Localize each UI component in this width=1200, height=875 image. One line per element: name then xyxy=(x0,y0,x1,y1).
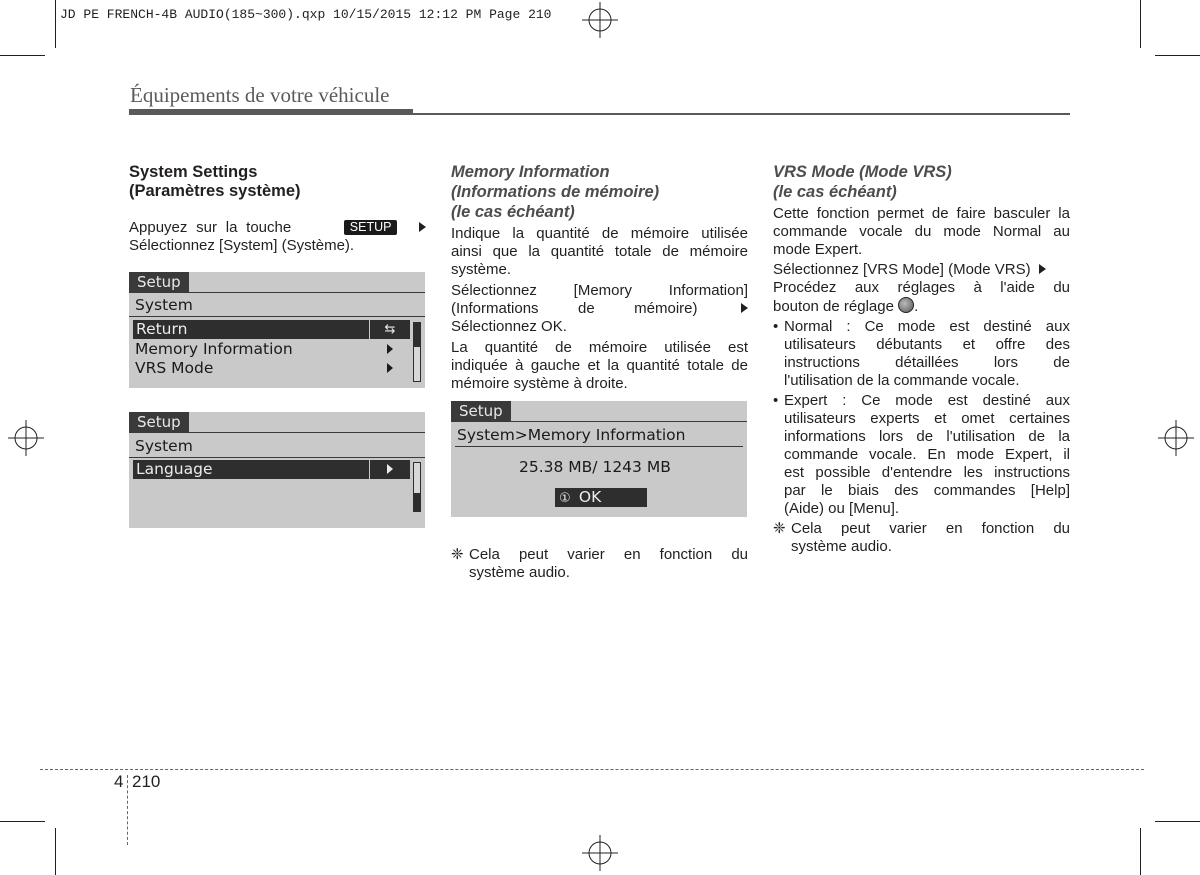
setup-screen-language xyxy=(129,412,425,528)
divider xyxy=(451,421,747,422)
note-line: Cela peut varier en fonction du xyxy=(469,546,748,563)
screen-title: Setup xyxy=(451,401,511,421)
divider xyxy=(129,432,425,433)
menu-item-vrs-mode[interactable]: VRS Mode xyxy=(135,359,214,377)
registration-mark-icon xyxy=(1158,420,1194,456)
divider xyxy=(129,292,425,293)
section-heading: Memory Information xyxy=(451,163,610,181)
screen-path: System xyxy=(135,296,193,314)
chevron-right-icon xyxy=(387,363,393,373)
bullet: • xyxy=(773,392,779,409)
screen-title: Setup xyxy=(129,272,189,292)
crop-mark xyxy=(55,0,56,48)
screen-title: Setup xyxy=(129,412,189,432)
memory-information-screen xyxy=(451,401,747,517)
bullet-line: (Aide) ou [Menu]. xyxy=(784,500,900,517)
crop-mark xyxy=(0,821,45,822)
body-line: système. xyxy=(451,261,512,278)
header-rule xyxy=(129,109,413,115)
bullet: • xyxy=(773,318,779,335)
scrollbar[interactable] xyxy=(413,322,421,382)
body-line: mémoire système à droite. xyxy=(451,375,628,392)
instruction-line: Sélectionnez [System] (Système). xyxy=(129,237,355,254)
memory-value: 25.38 MB/ 1243 MB xyxy=(519,458,671,476)
body-line: ainsi que la quantité totale de mémoire xyxy=(451,243,748,260)
footer-divider xyxy=(127,775,128,845)
header-rule-thin xyxy=(413,113,1070,115)
crop-mark xyxy=(1155,821,1200,822)
chevron-right-icon xyxy=(387,344,393,354)
body-line: Cette fonction permet de faire basculer la xyxy=(773,205,1070,222)
body-line: commande vocale du mode Normal au xyxy=(773,223,1070,240)
print-slug: JD PE FRENCH-4B AUDIO(185~300).qxp 10/15/2015 12:12 PM Page 210 xyxy=(60,7,552,22)
note-line: système audio. xyxy=(469,564,570,581)
body-line: Indique la quantité de mémoire utilisée xyxy=(451,225,748,242)
arrow-right-icon xyxy=(419,222,426,232)
column-system-settings xyxy=(129,163,426,255)
bullet-line: instructions détaillées lors de xyxy=(784,354,1070,371)
section-heading-note: (le cas échéant) xyxy=(773,183,897,201)
bullet-line: Normal : Ce mode est destiné aux xyxy=(784,318,1070,335)
body-line: Sélectionnez [VRS Mode] (Mode VRS) xyxy=(773,261,1070,279)
divider xyxy=(129,316,425,317)
body-line: mode Expert. xyxy=(773,241,863,258)
crop-mark xyxy=(1155,55,1200,56)
body-line: Sélectionnez [Memory Information] xyxy=(451,282,748,299)
section-heading-note: (le cas échéant) xyxy=(451,203,575,221)
column-memory-information xyxy=(451,162,748,393)
registration-mark-icon xyxy=(582,835,618,871)
section-heading: VRS Mode (Mode VRS) xyxy=(773,163,952,181)
screen-path: System>Memory Information xyxy=(457,426,686,444)
ok-label: OK xyxy=(578,488,602,506)
section-heading-fr: (Informations de mémoire) xyxy=(451,183,660,201)
ok-button[interactable] xyxy=(555,488,647,507)
body-line: La quantité de mémoire utilisée est xyxy=(451,339,748,356)
note xyxy=(451,546,748,582)
arrow-right-icon xyxy=(1039,264,1046,274)
screen-path: System xyxy=(135,437,193,455)
bullet-line: l'utilisation de la commande vocale. xyxy=(784,372,1020,389)
list-item-expert xyxy=(773,392,1070,518)
chevron-right-icon[interactable] xyxy=(370,460,410,479)
registration-mark-icon xyxy=(8,420,44,456)
note-line: Cela peut varier en fonction du xyxy=(791,520,1070,537)
section-heading-fr: (Paramètres système) xyxy=(129,182,301,200)
bullet-line: par le biais des commandes [Help] xyxy=(784,482,1070,499)
body-line: (Informations de mémoire) xyxy=(451,300,748,318)
note-mark: ❈ xyxy=(773,520,786,537)
bullet-line: utilisateurs débutants et offre des xyxy=(784,336,1070,353)
scrollbar[interactable] xyxy=(413,462,421,512)
body-line: indiquée à gauche et la quantité totale de xyxy=(451,357,748,374)
bullet-line: utilisateurs experts et omet certaines xyxy=(784,410,1070,427)
section-heading: System Settings xyxy=(129,163,258,181)
crop-mark xyxy=(1140,828,1141,875)
body-line: bouton de réglage . xyxy=(773,298,919,315)
body-line: Procédez aux réglages à l'aide du xyxy=(773,279,1070,296)
return-icon[interactable]: ⇆ xyxy=(370,320,410,339)
bullet-line: est possible d'entendre les instructions xyxy=(784,464,1070,481)
bullet-line: commande vocale. En mode Expert, il xyxy=(784,446,1070,463)
crop-mark xyxy=(55,828,56,875)
instruction-line: Appuyez sur la touche SETUP xyxy=(129,219,426,237)
setup-key: SETUP xyxy=(344,220,398,235)
crop-mark xyxy=(0,55,45,56)
setup-screen-system xyxy=(129,272,425,388)
list-item-normal xyxy=(773,318,1070,390)
note xyxy=(773,520,1070,556)
menu-item-memory-information[interactable]: Memory Information xyxy=(135,340,293,358)
note-audio-system xyxy=(451,546,748,582)
crop-mark xyxy=(1140,0,1141,48)
page-number: 210 xyxy=(132,772,161,791)
chapter-title: Équipements de votre véhicule xyxy=(130,83,390,107)
bullet-line: informations lors de l'utilisation de la xyxy=(784,428,1070,445)
menu-item-return[interactable]: Return xyxy=(133,320,369,339)
bullet-line: Expert : Ce mode est destiné aux xyxy=(784,392,1070,409)
registration-mark-icon xyxy=(582,2,618,38)
tune-knob-icon xyxy=(898,297,914,313)
divider xyxy=(455,446,743,447)
divider xyxy=(129,457,425,458)
note-mark: ❈ xyxy=(451,546,464,563)
note-line: système audio. xyxy=(791,538,892,555)
arrow-right-icon xyxy=(741,303,748,313)
footer-rule xyxy=(40,769,1144,770)
body-line: Sélectionnez OK. xyxy=(451,318,567,335)
column-vrs-mode xyxy=(773,162,1070,556)
menu-item-language[interactable]: Language xyxy=(133,460,369,479)
ok-number: ① xyxy=(559,491,571,506)
chapter-number: 4 xyxy=(114,772,124,791)
